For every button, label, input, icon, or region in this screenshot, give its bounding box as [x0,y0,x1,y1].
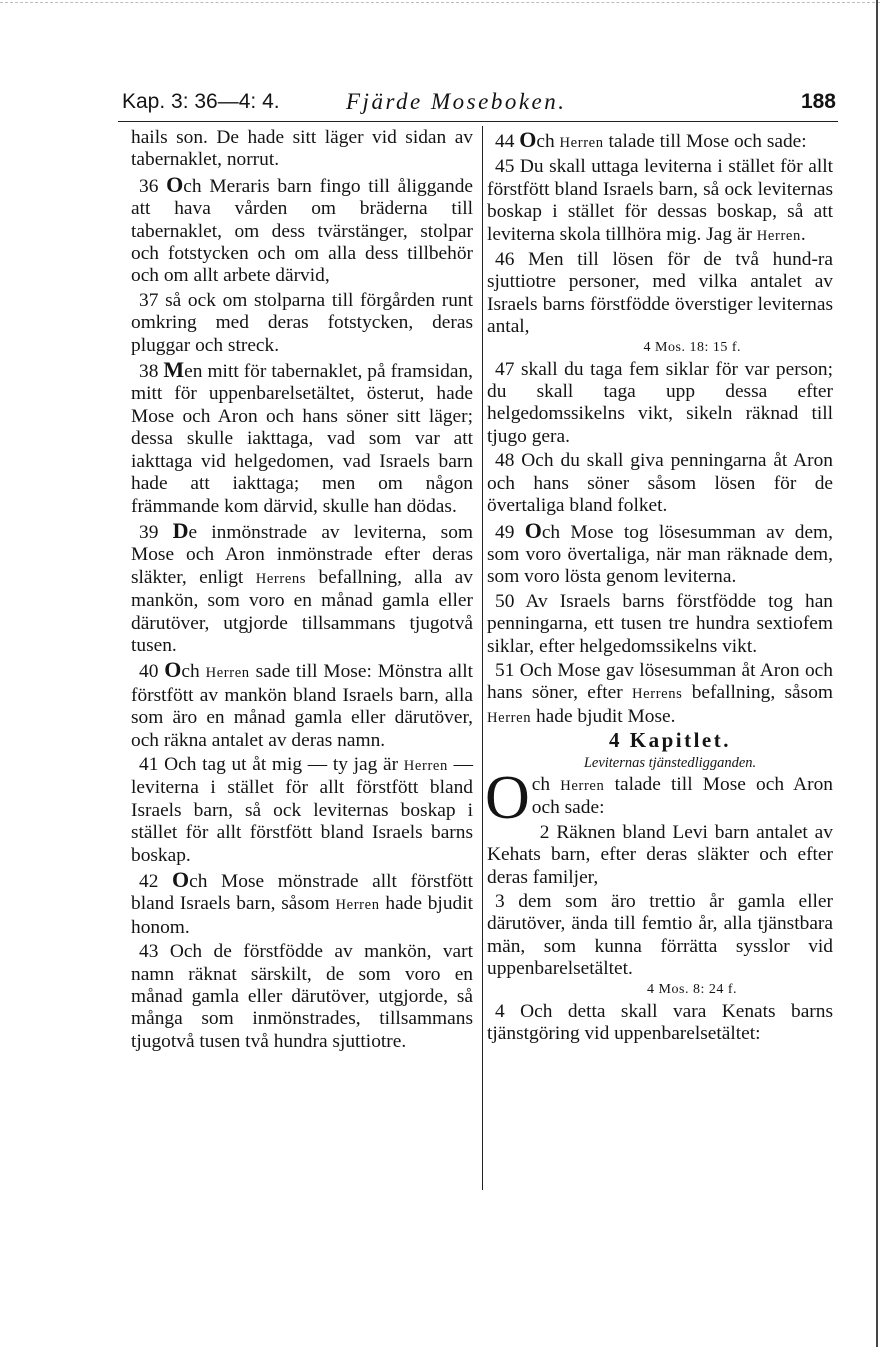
verse-50: 50 Av Israels barns förstfödde tog han penningarna, ett tusen tre hundra sextiofem siklar, efter helgedomssikelns vikt. [487,590,834,657]
verse-42: 42 Och Mose mönstrade allt förstfött bland Israels barn, såsom Herren hade bjudit honom. [131,867,473,938]
right-column [487,127,833,1045]
lord-name: Herren [335,897,380,914]
verse-continuation: hails son. De hade sitt läger vid sidan av tabernaklet, norrut. [131,127,473,171]
lord-name: Herren [487,709,532,726]
lord-name: Herren [756,227,801,244]
top-edge-rule [0,2,880,3]
cross-reference: 4 Mos. 18: 15 f. [643,339,741,355]
verse-37: 37 så ock om stolparna till förgården runt omkring med deras fotstycken, deras pluggar och streck. [131,289,473,356]
book-title: Fjärde Moseboken. [346,89,567,114]
verse-45: 45 Du skall uttaga leviterna i stället för allt förstfött bland Israels barn, så ock leviternas boskap i stället för dessas boskap, så att leviterna skola tillhöra mig. Jag är Herren. [487,156,833,245]
lord-name: Herrens [255,570,307,587]
chapter-reference: Kap. 3: 36—4: 4. [122,90,280,113]
right-edge-rule [876,0,878,1347]
verse-36: 36 Och Meraris barn fingo till åliggande att hava vården om bräderna till tabernaklet, om dess tvärstänger, stolpar och fotstycken och om alla dess tillbehör och om allt arbete därvid, [131,171,473,287]
running-header [122,84,836,120]
lord-name: Herren [560,777,605,794]
verse-1: Och Herren talade till Mose och Aron och sade: [485,763,833,832]
verse-51: 51 Och Mose gav lösesumman åt Aron och hans söner, efter Herrens befallning, såsom Herren hade bjudit Mose. [487,659,833,727]
verse-3: 3 dem som äro trettio år gamla eller därutöver, ända till femtio år, alla tjänstbara män, som kunna förrätta sysslor vid uppenbarelsetältet. [487,891,834,980]
verse-48: 48 Och du skall giva penningarna åt Aron och hans söner såsom lösen för de övertaliga bland folket. [487,450,833,517]
lord-name: Herrens [632,686,683,703]
cross-reference: 4 Mos. 8: 24 f. [647,981,737,997]
verse-43: 43 Och de förstfödde av mankön, vart namn räknat särskilt, de som voro en månad gamla eller därutöver, utgjorde, så många som inmönstrades, tillsammans tjugotvå tusen två hundra sjuttiotre. [131,941,473,1052]
page-number: 188 [800,90,836,113]
verse-46: 46 Men till lösen för de två hund-ra sjuttiotre personer, med vilka antalet av Israels barns förstfödde överstiger leviternas antal, [487,249,833,338]
lord-name: Herren [559,135,604,151]
verse-44: 44 Och Herren talade till Mose och sade: [495,127,807,152]
verse-39: 39 De inmönstrade av leviterna, som Mose och Aron inmönstrade efter deras släkter, enligt Herrens befallning, alla av mankön, som voro en månad gamla eller därutöver, utgjorde tillsammans tjugotvå tusen. [131,517,474,656]
verse-4: 4 Och detta skall vara Kenats barns tjänstgöring vid uppenbarelsetältet: [487,1000,833,1045]
verse-49: 49 Och Mose tog lösesumman av dem, som voro övertaliga, när man räknade dem, som voro lösta genom leviterna. [487,517,833,588]
lord-name: Herren [403,757,448,774]
verse-2: 2 Räknen bland Levi barn antalet av Kehats barn, efter deras släkter och efter deras familjer, [487,821,833,888]
column-divider [482,126,483,1190]
verse-40: 40 Och Herren sade till Mose: Mönstra allt förstfött av mankön bland Israels barn, alla som äro en månad gamla eller därutöver, och räkna antalet av deras namn. [131,657,473,751]
verse-38: 38 Men mitt för tabernaklet, på framsidan, mitt för uppenbarelsetältet, österut, hade Mose och Aron och hans söner sitt läger; dessa skulle iakttaga, vad som var att iakttaga vid helgedomen, vad Israels barn hade att iakttaga; men om någon främmande kom därvid, skulle han dödas. [131,357,473,517]
chapter-summary: Leviternas tjänstedligganden. [583,754,757,771]
verse-47: 47 skall du taga fem siklar för var person; du skall taga upp dessa efter helgedomssikelns vikt, sikeln räknad till tjugo gera. [487,358,833,447]
verse-41: 41 Och tag ut åt mig — ty jag är Herren — leviterna i stället för allt förstfött bland Israels barn, så ock leviternas boskap i stället för allt förstfött bland Israels barns boskap. [131,753,473,866]
drop-cap: O [485,763,530,832]
lord-name: Herren [205,665,250,682]
chapter-heading: 4 Kapitlet. [609,728,731,753]
header-rule [118,121,838,122]
left-column [131,127,473,1053]
